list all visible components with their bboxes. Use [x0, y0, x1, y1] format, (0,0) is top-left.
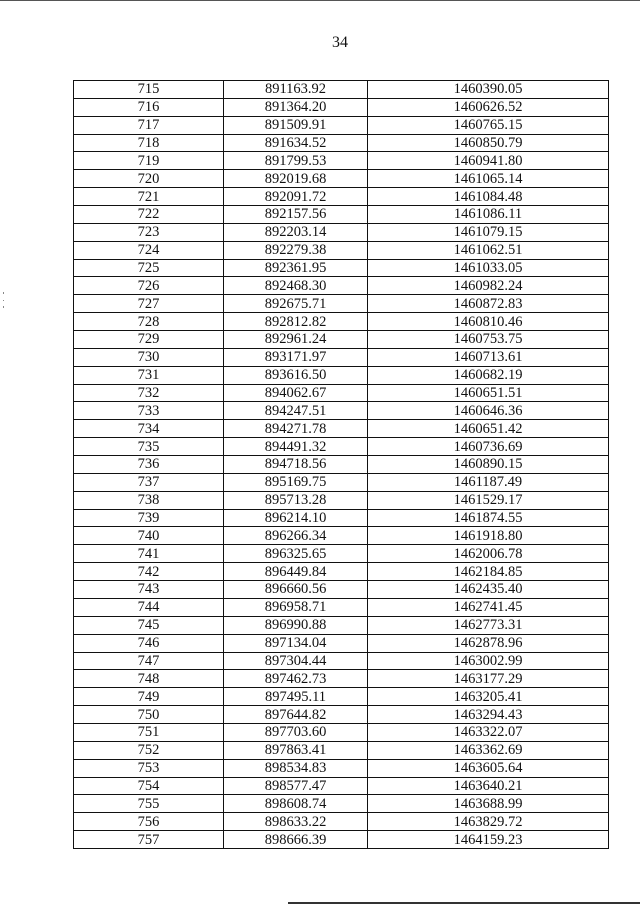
table-row [74, 616, 609, 634]
x-coordinate-cell: 896449.84 [224, 563, 368, 581]
x-coordinate-cell: 898608.74 [224, 795, 368, 813]
table-row [74, 170, 609, 188]
y-coordinate-cell: 1463829.72 [368, 813, 609, 831]
point-number-cell: 726 [74, 277, 224, 295]
table-row [74, 741, 609, 759]
table-row [74, 98, 609, 116]
x-coordinate-cell: 891509.91 [224, 116, 368, 134]
x-coordinate-cell: 892361.95 [224, 259, 368, 277]
point-number-cell: 751 [74, 723, 224, 741]
point-number-cell: 742 [74, 563, 224, 581]
table-row [74, 563, 609, 581]
page-number: 34 [332, 34, 348, 51]
y-coordinate-cell: 1460651.42 [368, 420, 609, 438]
table-row [74, 831, 609, 849]
y-coordinate-cell: 1460736.69 [368, 438, 609, 456]
table-row [74, 348, 609, 366]
point-number-cell: 723 [74, 223, 224, 241]
y-coordinate-cell: 1460713.61 [368, 348, 609, 366]
y-coordinate-cell: 1461062.51 [368, 241, 609, 259]
y-coordinate-cell: 1460390.05 [368, 81, 609, 99]
table-row [74, 688, 609, 706]
table-row [74, 313, 609, 331]
y-coordinate-cell: 1460890.15 [368, 456, 609, 474]
point-number-cell: 739 [74, 509, 224, 527]
x-coordinate-cell: 897134.04 [224, 634, 368, 652]
point-number-cell: 740 [74, 527, 224, 545]
table-row [74, 545, 609, 563]
point-number-cell: 755 [74, 795, 224, 813]
table-row [74, 402, 609, 420]
x-coordinate-cell: 897304.44 [224, 652, 368, 670]
point-number-cell: 750 [74, 706, 224, 724]
point-number-cell: 745 [74, 616, 224, 634]
point-number-cell: 715 [74, 81, 224, 99]
table-row [74, 188, 609, 206]
table-row [74, 295, 609, 313]
table-row [74, 384, 609, 402]
x-coordinate-cell: 892203.14 [224, 223, 368, 241]
point-number-cell: 756 [74, 813, 224, 831]
point-number-cell: 734 [74, 420, 224, 438]
y-coordinate-cell: 1463177.29 [368, 670, 609, 688]
y-coordinate-cell: 1463605.64 [368, 759, 609, 777]
y-coordinate-cell: 1462435.40 [368, 581, 609, 599]
x-coordinate-cell: 891634.52 [224, 134, 368, 152]
y-coordinate-cell: 1462741.45 [368, 598, 609, 616]
point-number-cell: 744 [74, 598, 224, 616]
y-coordinate-cell: 1463362.69 [368, 741, 609, 759]
y-coordinate-cell: 1460941.80 [368, 152, 609, 170]
x-coordinate-cell: 898534.83 [224, 759, 368, 777]
y-coordinate-cell: 1464159.23 [368, 831, 609, 849]
x-coordinate-cell: 893171.97 [224, 348, 368, 366]
y-coordinate-cell: 1462184.85 [368, 563, 609, 581]
x-coordinate-cell: 898633.22 [224, 813, 368, 831]
point-number-cell: 727 [74, 295, 224, 313]
y-coordinate-cell: 1461529.17 [368, 491, 609, 509]
y-coordinate-cell: 1460872.83 [368, 295, 609, 313]
y-coordinate-cell: 1460626.52 [368, 98, 609, 116]
point-number-cell: 719 [74, 152, 224, 170]
y-coordinate-cell: 1460850.79 [368, 134, 609, 152]
y-coordinate-cell: 1460682.19 [368, 366, 609, 384]
x-coordinate-cell: 897462.73 [224, 670, 368, 688]
page-bottom-edge [288, 902, 640, 904]
x-coordinate-cell: 892279.38 [224, 241, 368, 259]
y-coordinate-cell: 1460810.46 [368, 313, 609, 331]
x-coordinate-cell: 894062.67 [224, 384, 368, 402]
table-row [74, 670, 609, 688]
y-coordinate-cell: 1463294.43 [368, 706, 609, 724]
table-row [74, 134, 609, 152]
y-coordinate-cell: 1463640.21 [368, 777, 609, 795]
point-number-cell: 736 [74, 456, 224, 474]
point-number-cell: 724 [74, 241, 224, 259]
y-coordinate-cell: 1461084.48 [368, 188, 609, 206]
point-number-cell: 754 [74, 777, 224, 795]
table-row [74, 509, 609, 527]
table-row [74, 241, 609, 259]
point-number-cell: 720 [74, 170, 224, 188]
point-number-cell: 741 [74, 545, 224, 563]
point-number-cell: 716 [74, 98, 224, 116]
x-coordinate-cell: 892019.68 [224, 170, 368, 188]
y-coordinate-cell: 1463322.07 [368, 723, 609, 741]
y-coordinate-cell: 1460646.36 [368, 402, 609, 420]
point-number-cell: 722 [74, 206, 224, 224]
y-coordinate-cell: 1460765.15 [368, 116, 609, 134]
x-coordinate-cell: 896958.71 [224, 598, 368, 616]
table-row [74, 116, 609, 134]
table-row [74, 331, 609, 349]
y-coordinate-cell: 1462006.78 [368, 545, 609, 563]
y-coordinate-cell: 1463002.99 [368, 652, 609, 670]
scan-speck [3, 300, 4, 301]
table-row [74, 581, 609, 599]
table-row [74, 277, 609, 295]
table-row [74, 438, 609, 456]
table-row [74, 652, 609, 670]
y-coordinate-cell: 1463688.99 [368, 795, 609, 813]
point-number-cell: 732 [74, 384, 224, 402]
table-row [74, 366, 609, 384]
point-number-cell: 718 [74, 134, 224, 152]
table-row [74, 152, 609, 170]
y-coordinate-cell: 1461065.14 [368, 170, 609, 188]
coordinates-table [73, 80, 609, 849]
point-number-cell: 748 [74, 670, 224, 688]
point-number-cell: 728 [74, 313, 224, 331]
table-row [74, 259, 609, 277]
table-row [74, 777, 609, 795]
x-coordinate-cell: 893616.50 [224, 366, 368, 384]
x-coordinate-cell: 896325.65 [224, 545, 368, 563]
coordinates-table-body [74, 81, 609, 849]
x-coordinate-cell: 891799.53 [224, 152, 368, 170]
y-coordinate-cell: 1461079.15 [368, 223, 609, 241]
point-number-cell: 733 [74, 402, 224, 420]
point-number-cell: 721 [74, 188, 224, 206]
table-row [74, 527, 609, 545]
x-coordinate-cell: 891163.92 [224, 81, 368, 99]
x-coordinate-cell: 897644.82 [224, 706, 368, 724]
point-number-cell: 730 [74, 348, 224, 366]
point-number-cell: 743 [74, 581, 224, 599]
x-coordinate-cell: 894718.56 [224, 456, 368, 474]
x-coordinate-cell: 894491.32 [224, 438, 368, 456]
y-coordinate-cell: 1460651.51 [368, 384, 609, 402]
table-row [74, 473, 609, 491]
x-coordinate-cell: 896214.10 [224, 509, 368, 527]
y-coordinate-cell: 1462878.96 [368, 634, 609, 652]
point-number-cell: 725 [74, 259, 224, 277]
page-top-edge [0, 0, 640, 1]
point-number-cell: 735 [74, 438, 224, 456]
y-coordinate-cell: 1460982.24 [368, 277, 609, 295]
table-row [74, 759, 609, 777]
table-row [74, 81, 609, 99]
point-number-cell: 752 [74, 741, 224, 759]
y-coordinate-cell: 1463205.41 [368, 688, 609, 706]
x-coordinate-cell: 895169.75 [224, 473, 368, 491]
point-number-cell: 738 [74, 491, 224, 509]
y-coordinate-cell: 1461187.49 [368, 473, 609, 491]
table-row [74, 795, 609, 813]
x-coordinate-cell: 894271.78 [224, 420, 368, 438]
point-number-cell: 717 [74, 116, 224, 134]
table-row [74, 223, 609, 241]
y-coordinate-cell: 1461918.80 [368, 527, 609, 545]
point-number-cell: 737 [74, 473, 224, 491]
point-number-cell: 731 [74, 366, 224, 384]
x-coordinate-cell: 897703.60 [224, 723, 368, 741]
point-number-cell: 757 [74, 831, 224, 849]
point-number-cell: 747 [74, 652, 224, 670]
x-coordinate-cell: 895713.28 [224, 491, 368, 509]
x-coordinate-cell: 896660.56 [224, 581, 368, 599]
y-coordinate-cell: 1461033.05 [368, 259, 609, 277]
x-coordinate-cell: 892961.24 [224, 331, 368, 349]
y-coordinate-cell: 1461874.55 [368, 509, 609, 527]
x-coordinate-cell: 898666.39 [224, 831, 368, 849]
x-coordinate-cell: 897495.11 [224, 688, 368, 706]
x-coordinate-cell: 897863.41 [224, 741, 368, 759]
x-coordinate-cell: 896266.34 [224, 527, 368, 545]
point-number-cell: 729 [74, 331, 224, 349]
x-coordinate-cell: 898577.47 [224, 777, 368, 795]
table-row [74, 456, 609, 474]
table-row [74, 491, 609, 509]
point-number-cell: 746 [74, 634, 224, 652]
scan-speck [3, 292, 4, 294]
table-row [74, 706, 609, 724]
table-row [74, 723, 609, 741]
table-row [74, 598, 609, 616]
x-coordinate-cell: 892091.72 [224, 188, 368, 206]
table-row [74, 206, 609, 224]
x-coordinate-cell: 892157.56 [224, 206, 368, 224]
point-number-cell: 753 [74, 759, 224, 777]
y-coordinate-cell: 1461086.11 [368, 206, 609, 224]
table-row [74, 420, 609, 438]
x-coordinate-cell: 894247.51 [224, 402, 368, 420]
x-coordinate-cell: 892675.71 [224, 295, 368, 313]
x-coordinate-cell: 892468.30 [224, 277, 368, 295]
x-coordinate-cell: 891364.20 [224, 98, 368, 116]
table-row [74, 634, 609, 652]
x-coordinate-cell: 892812.82 [224, 313, 368, 331]
scan-speck [3, 306, 4, 308]
y-coordinate-cell: 1460753.75 [368, 331, 609, 349]
table-row [74, 813, 609, 831]
point-number-cell: 749 [74, 688, 224, 706]
x-coordinate-cell: 896990.88 [224, 616, 368, 634]
y-coordinate-cell: 1462773.31 [368, 616, 609, 634]
